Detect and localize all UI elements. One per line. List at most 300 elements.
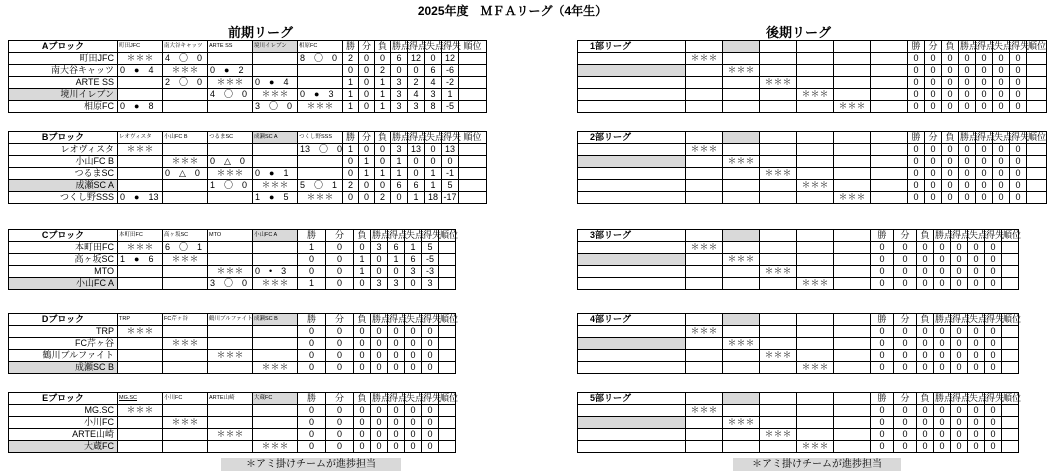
- goals-against: 0: [993, 168, 1010, 180]
- losses: 1: [375, 168, 391, 180]
- rank: [439, 254, 456, 266]
- losses: 0: [375, 53, 391, 65]
- self-match-cell: ＊＊＊: [163, 338, 208, 350]
- match-result: [118, 338, 163, 350]
- goals-for: 0: [951, 405, 968, 417]
- blank-cell: [834, 254, 871, 266]
- self-match-cell: ＊＊＊: [797, 441, 834, 453]
- draws: 1: [359, 168, 375, 180]
- stat-header: 負: [375, 132, 391, 144]
- stat-header: 得失: [423, 314, 442, 324]
- block-name: 3部リーグ: [578, 230, 686, 242]
- wins: 0: [908, 89, 925, 101]
- wins: 1: [343, 144, 359, 156]
- points: 0: [934, 266, 951, 278]
- match-result: [118, 180, 163, 192]
- blank-cell: [871, 101, 908, 113]
- rank: [439, 338, 456, 350]
- points: 0: [959, 89, 976, 101]
- match-result: [208, 417, 253, 429]
- table-row: [9, 254, 456, 266]
- opponent-header: 小山FC B: [163, 132, 208, 144]
- goals-for: 0: [951, 266, 968, 278]
- goals-against: 0: [405, 429, 422, 441]
- opponent-header: [723, 314, 760, 326]
- stat-header: 得失: [443, 41, 462, 51]
- goals-for: 0: [388, 429, 405, 441]
- match-result: [723, 242, 760, 254]
- draws: 0: [894, 441, 917, 453]
- team-name: 大蔵FC: [9, 441, 118, 453]
- match-result: [760, 89, 797, 101]
- league-table: [8, 392, 459, 453]
- opponent-header: FC芹ヶ谷: [163, 314, 208, 326]
- goals-against: 1: [425, 168, 442, 180]
- draws: 0: [326, 338, 354, 350]
- match-result: [118, 168, 163, 180]
- match-result: [760, 101, 797, 113]
- goals-against: 6: [405, 254, 422, 266]
- draws: 0: [894, 278, 917, 290]
- table-row: [9, 101, 487, 113]
- league-table: [577, 131, 1047, 204]
- goal-diff: 13: [442, 144, 459, 156]
- match-result: [208, 242, 253, 254]
- goal-diff: 0: [985, 326, 1002, 338]
- losses: 0: [917, 429, 934, 441]
- blank-cell: [871, 156, 908, 168]
- rank: [459, 101, 487, 113]
- draws: 0: [359, 144, 375, 156]
- team-name: 町田JFC: [9, 53, 118, 65]
- wins: 0: [871, 350, 894, 362]
- draws: 0: [326, 278, 354, 290]
- self-match-cell: ＊＊＊: [253, 362, 298, 374]
- stat-header: 順位: [440, 230, 459, 240]
- points: 0: [934, 362, 951, 374]
- rank: [439, 405, 456, 417]
- match-result: [797, 53, 834, 65]
- goal-diff: 5: [422, 242, 439, 254]
- points: 0: [934, 254, 951, 266]
- stat-header: 勝点: [372, 314, 391, 324]
- match-result: 5 〇 1: [298, 180, 343, 192]
- goals-against: 0: [405, 405, 422, 417]
- goals-for: 0: [388, 362, 405, 374]
- match-result: [208, 338, 253, 350]
- losses: 0: [942, 168, 959, 180]
- draws: 0: [326, 417, 354, 429]
- stat-header: 負: [917, 230, 934, 242]
- self-match-cell: ＊＊＊: [118, 53, 163, 65]
- opponent-header: 相原FC: [298, 41, 343, 53]
- self-match-cell: ＊＊＊: [163, 156, 208, 168]
- match-result: [760, 326, 797, 338]
- match-result: [118, 429, 163, 441]
- match-result: [834, 77, 871, 89]
- goals-against: 0: [993, 192, 1010, 204]
- match-result: [797, 405, 834, 417]
- losses: 0: [942, 192, 959, 204]
- goals-for: 0: [388, 338, 405, 350]
- self-match-cell: ＊＊＊: [208, 77, 253, 89]
- self-match-cell: ＊＊＊: [163, 65, 208, 77]
- match-result: [163, 144, 208, 156]
- self-match-cell: ＊＊＊: [118, 326, 163, 338]
- opponent-header: 小山FC A: [253, 230, 298, 242]
- stat-header: 失点: [426, 41, 445, 51]
- table-row: [9, 168, 487, 180]
- opponent-header: [686, 41, 723, 53]
- stat-header: 失点: [406, 230, 425, 240]
- goal-diff: 0: [985, 338, 1002, 350]
- self-match-cell: ＊＊＊: [208, 350, 253, 362]
- opponent-header: [723, 132, 760, 144]
- points: 3: [391, 101, 408, 113]
- team-name: [578, 429, 686, 441]
- self-match-cell: ＊＊＊: [208, 168, 253, 180]
- team-name: [578, 101, 686, 113]
- self-match-cell: ＊＊＊: [723, 338, 760, 350]
- table-row: [9, 53, 487, 65]
- points: 0: [959, 156, 976, 168]
- team-name: 成瀬SC B: [9, 362, 118, 374]
- draws: 0: [925, 168, 942, 180]
- league-table: [8, 40, 487, 113]
- draws: 0: [925, 156, 942, 168]
- losses: 0: [917, 266, 934, 278]
- wins: 0: [908, 156, 925, 168]
- stat-header: 得点: [977, 132, 996, 142]
- goals-for: 0: [976, 101, 993, 113]
- match-result: [686, 65, 723, 77]
- team-name: [578, 362, 686, 374]
- wins: 0: [908, 53, 925, 65]
- self-match-cell: ＊＊＊: [686, 405, 723, 417]
- rank: [1002, 266, 1019, 278]
- match-result: [118, 362, 163, 374]
- draws: 0: [894, 242, 917, 254]
- team-name: [578, 405, 686, 417]
- league-table: [8, 229, 459, 290]
- rank: [1002, 362, 1019, 374]
- block-name: 1部リーグ: [578, 41, 686, 53]
- blank-cell: [871, 77, 908, 89]
- wins: 0: [908, 77, 925, 89]
- team-name: 成瀬SC A: [9, 180, 118, 192]
- stat-header: 得失: [986, 393, 1005, 403]
- opponent-header: [686, 230, 723, 242]
- goal-diff: 0: [1010, 101, 1027, 113]
- goals-against: 0: [968, 405, 985, 417]
- stat-header: 勝: [298, 230, 326, 242]
- team-name: つくし野SSS: [9, 192, 118, 204]
- goals-against: 0: [968, 242, 985, 254]
- match-result: [797, 338, 834, 350]
- match-result: [797, 266, 834, 278]
- match-result: [686, 89, 723, 101]
- points: 0: [371, 405, 388, 417]
- league-table: [8, 131, 487, 204]
- match-result: [760, 65, 797, 77]
- league-table: [577, 392, 1039, 453]
- draws: 0: [894, 338, 917, 350]
- self-match-cell: ＊＊＊: [253, 441, 298, 453]
- stat-header: 勝: [871, 393, 894, 405]
- points: 0: [959, 77, 976, 89]
- losses: 1: [375, 101, 391, 113]
- stat-header: 分: [359, 41, 375, 53]
- wins: 0: [298, 441, 326, 453]
- losses: 0: [942, 156, 959, 168]
- wins: 0: [871, 278, 894, 290]
- match-result: [163, 350, 208, 362]
- stat-header: 負: [375, 41, 391, 53]
- blank-cell: [871, 192, 908, 204]
- points: 3: [391, 89, 408, 101]
- league-table: [577, 40, 1047, 113]
- match-result: [163, 429, 208, 441]
- self-match-cell: ＊＊＊: [208, 429, 253, 441]
- match-result: [686, 266, 723, 278]
- match-result: 0 ● 2: [208, 65, 253, 77]
- opponent-header: [797, 314, 834, 326]
- table-row: [9, 338, 456, 350]
- goals-for: 0: [388, 350, 405, 362]
- stat-header: 負: [942, 132, 959, 144]
- stat-header: 負: [354, 314, 371, 326]
- match-result: [686, 101, 723, 113]
- losses: 0: [375, 156, 391, 168]
- opponent-header: [797, 41, 834, 53]
- draws: 0: [326, 242, 354, 254]
- losses: 1: [354, 254, 371, 266]
- goal-diff: -3: [422, 266, 439, 278]
- wins: 0: [908, 180, 925, 192]
- stat-header: 順位: [1003, 230, 1022, 240]
- goal-diff: 12: [442, 53, 459, 65]
- losses: 0: [354, 326, 371, 338]
- losses: 0: [917, 405, 934, 417]
- goal-diff: -6: [442, 65, 459, 77]
- wins: 0: [343, 65, 359, 77]
- losses: 0: [942, 180, 959, 192]
- goal-diff: 0: [422, 441, 439, 453]
- wins: 0: [298, 350, 326, 362]
- match-result: [686, 278, 723, 290]
- wins: 1: [343, 89, 359, 101]
- losses: 0: [917, 254, 934, 266]
- block-name: Aブロック: [9, 41, 118, 53]
- match-result: [723, 326, 760, 338]
- draws: 0: [326, 326, 354, 338]
- losses: 1: [354, 266, 371, 278]
- opponent-header: [760, 393, 797, 405]
- table-row: [578, 405, 1039, 417]
- match-result: [163, 326, 208, 338]
- match-result: [760, 417, 797, 429]
- table-row: [9, 192, 487, 204]
- match-result: [298, 77, 343, 89]
- draws: 0: [359, 65, 375, 77]
- losses: 0: [942, 53, 959, 65]
- match-result: 3 〇 0: [208, 278, 253, 290]
- team-name: TRP: [9, 326, 118, 338]
- self-match-cell: ＊＊＊: [298, 101, 343, 113]
- draws: 0: [894, 429, 917, 441]
- self-match-cell: ＊＊＊: [163, 254, 208, 266]
- match-result: [723, 192, 760, 204]
- match-result: 2 〇 0: [163, 77, 208, 89]
- match-result: [163, 180, 208, 192]
- wins: 0: [298, 254, 326, 266]
- team-name: [578, 278, 686, 290]
- match-result: 0 ● 13: [118, 192, 163, 204]
- rank: [459, 77, 487, 89]
- goals-against: 0: [968, 350, 985, 362]
- team-name: [578, 65, 686, 77]
- goals-against: 0: [968, 362, 985, 374]
- match-result: [834, 156, 871, 168]
- points: 0: [959, 53, 976, 65]
- points: 0: [959, 180, 976, 192]
- rank: [1027, 144, 1047, 156]
- draws: 0: [326, 405, 354, 417]
- rank: [1027, 89, 1047, 101]
- goals-against: 0: [993, 53, 1010, 65]
- blank-cell: [834, 362, 871, 374]
- stat-header: 順位: [1028, 132, 1047, 142]
- goals-for: 0: [976, 192, 993, 204]
- stat-header: 勝点: [935, 393, 954, 403]
- goal-diff: 0: [422, 429, 439, 441]
- match-result: [118, 89, 163, 101]
- goals-against: 1: [405, 242, 422, 254]
- goals-for: 2: [408, 77, 425, 89]
- match-result: [760, 441, 797, 453]
- goal-diff: 0: [1010, 53, 1027, 65]
- stat-header: 順位: [1003, 393, 1022, 403]
- goals-for: 0: [951, 326, 968, 338]
- rank: [1027, 180, 1047, 192]
- points: 0: [959, 65, 976, 77]
- points: 0: [934, 405, 951, 417]
- points: 0: [371, 350, 388, 362]
- blank-cell: [834, 429, 871, 441]
- self-match-cell: ＊＊＊: [723, 417, 760, 429]
- match-result: [797, 144, 834, 156]
- stat-header: 得点: [389, 314, 408, 324]
- table-row: [578, 429, 1039, 441]
- table-row: [9, 417, 456, 429]
- rank: [439, 362, 456, 374]
- wins: 0: [298, 266, 326, 278]
- match-result: [760, 180, 797, 192]
- goals-against: 0: [968, 441, 985, 453]
- match-result: 8 〇 0: [298, 53, 343, 65]
- stat-header: 負: [942, 41, 959, 53]
- team-name: [578, 192, 686, 204]
- stat-header: 得失: [423, 230, 442, 240]
- team-name: [578, 53, 686, 65]
- goals-for: 0: [976, 180, 993, 192]
- blank-cell: [834, 278, 871, 290]
- draws: 0: [326, 350, 354, 362]
- stat-header: 失点: [406, 393, 425, 403]
- stat-header: 分: [925, 132, 942, 144]
- table-row: [578, 242, 1039, 254]
- goal-diff: 0: [422, 362, 439, 374]
- match-result: [118, 278, 163, 290]
- table-row: [9, 89, 487, 101]
- rank: [439, 350, 456, 362]
- goals-for: 0: [388, 405, 405, 417]
- self-match-cell: ＊＊＊: [797, 278, 834, 290]
- goal-diff: 0: [422, 338, 439, 350]
- rank: [1002, 242, 1019, 254]
- first-half-label: 前期リーグ: [228, 25, 294, 40]
- blank-cell: [834, 405, 871, 417]
- points: 1: [391, 156, 408, 168]
- wins: 0: [908, 101, 925, 113]
- goals-for: 3: [408, 101, 425, 113]
- stat-header: 分: [894, 314, 917, 326]
- draws: 0: [925, 89, 942, 101]
- match-result: [208, 144, 253, 156]
- goals-for: 0: [976, 144, 993, 156]
- match-result: [253, 326, 298, 338]
- match-result: [723, 441, 760, 453]
- match-result: [208, 101, 253, 113]
- blank-cell: [834, 350, 871, 362]
- losses: 0: [354, 417, 371, 429]
- league-table: [577, 229, 1039, 290]
- team-name: 小山FC B: [9, 156, 118, 168]
- wins: 0: [871, 441, 894, 453]
- self-match-cell: ＊＊＊: [760, 429, 797, 441]
- goal-diff: 0: [1010, 192, 1027, 204]
- league-table: [8, 313, 459, 374]
- goals-against: 0: [993, 144, 1010, 156]
- match-result: [118, 156, 163, 168]
- stat-header: 勝: [343, 41, 359, 53]
- goals-for: 0: [951, 350, 968, 362]
- losses: 0: [942, 77, 959, 89]
- points: 6: [391, 53, 408, 65]
- table-row: [578, 77, 1047, 89]
- match-result: [834, 144, 871, 156]
- opponent-header: TRP: [118, 314, 163, 326]
- opponent-header: [834, 132, 871, 144]
- match-result: [760, 405, 797, 417]
- wins: 1: [298, 278, 326, 290]
- losses: 0: [942, 89, 959, 101]
- self-match-cell: ＊＊＊: [834, 101, 871, 113]
- self-match-cell: ＊＊＊: [797, 180, 834, 192]
- goals-against: 0: [968, 266, 985, 278]
- goal-diff: 0: [1010, 77, 1027, 89]
- match-result: 0 △ 0: [208, 156, 253, 168]
- match-result: 0 ● 4: [118, 65, 163, 77]
- goals-against: 8: [425, 101, 442, 113]
- goal-diff: 0: [1010, 180, 1027, 192]
- stat-header: 順位: [459, 132, 487, 144]
- goal-diff: 0: [985, 278, 1002, 290]
- match-result: [760, 156, 797, 168]
- stat-header: 失点: [969, 314, 988, 324]
- goals-against: 0: [993, 180, 1010, 192]
- stat-header: 得失: [1011, 132, 1030, 142]
